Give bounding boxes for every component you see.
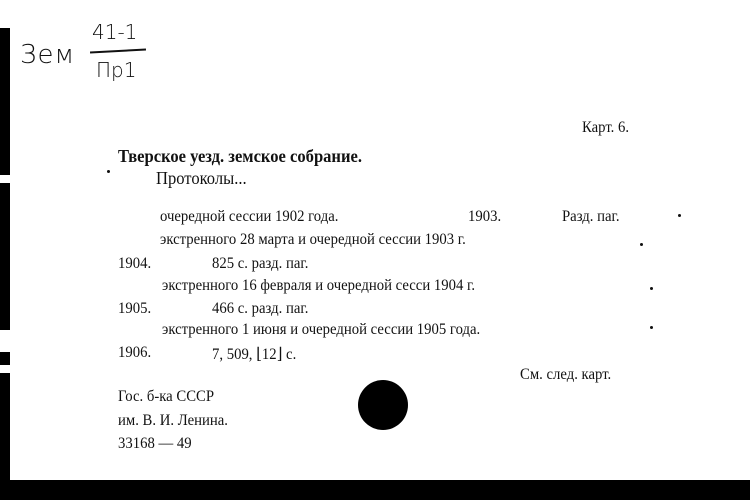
entry-1905-pages: 7, 509, ⌊12⌋ с. (212, 346, 297, 363)
speck (650, 287, 653, 290)
handwritten-numerator: 41-1 (92, 20, 138, 44)
scan-edge-mark (0, 330, 10, 352)
punch-hole (358, 380, 408, 430)
entry-1904-pages: 466 с. разд. паг. (212, 300, 309, 317)
scan-edge-mark (0, 365, 10, 373)
entry-1903-pages: 825 с. разд. паг. (212, 255, 309, 272)
see-next-card: См. след. карт. (520, 366, 612, 383)
entry-1905-year: 1906. (118, 344, 152, 361)
entry-1904-text: экстренного 16 февраля и очередной сесси 1904 г. (162, 277, 476, 294)
entry-1904-year: 1905. (118, 300, 152, 317)
card-subtitle: Протоколы... (156, 168, 247, 188)
scan-bottom-border (0, 480, 750, 500)
handwritten-denominator: Пр1 (96, 58, 137, 82)
library-dedication: им. В. И. Ленина. (118, 412, 228, 429)
speck (640, 243, 643, 246)
library-name: Гос. б-ка СССР (118, 388, 215, 405)
card-number: Карт. 6. (582, 119, 630, 136)
catalog-card (10, 28, 750, 480)
library-code: 33168 — 49 (118, 435, 192, 452)
entry-1903-text: экстренного 28 марта и очередной сессии 1903 г. (160, 231, 466, 248)
speck (107, 170, 110, 173)
handwritten-prefix: Зем (20, 40, 76, 70)
entry-1905-text: экстренного 1 июня и очередной сессии 1905 года. (162, 321, 481, 338)
speck (678, 214, 681, 217)
card-title: Тверское уезд. земское собрание. (118, 146, 363, 166)
entry-1902-year: 1903. (468, 208, 502, 225)
entry-1902-pages: Разд. паг. (562, 208, 620, 225)
speck (650, 326, 653, 329)
entry-1903-year: 1904. (118, 255, 152, 272)
scan-edge-mark (0, 175, 10, 183)
entry-1902-text: очередной сессии 1902 года. (160, 208, 339, 225)
